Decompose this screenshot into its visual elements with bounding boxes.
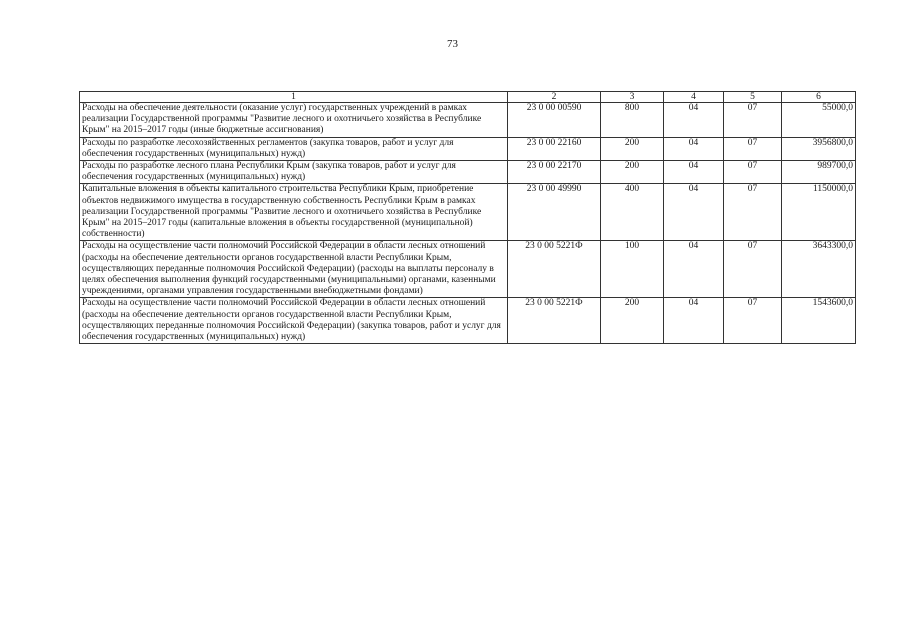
budget-table [79,91,856,344]
row-amount: 3643300,0 [782,241,856,298]
row-code: 23 0 00 5221Ф [508,298,601,344]
row-amount: 989700,0 [782,161,856,184]
row-col4: 04 [664,161,724,184]
row-col4: 04 [664,298,724,344]
row-col5: 07 [724,103,782,138]
table-row [80,241,856,298]
header-col-2: 2 [508,92,601,103]
row-description: Расходы по разработке лесохозяйственных регламентов (закупка товаров, работ и услуг для обеспечения государственных (муниципальных) нужд) [80,137,508,160]
header-col-3: 3 [601,92,664,103]
row-col4: 04 [664,241,724,298]
row-code: 23 0 00 22170 [508,161,601,184]
row-col3: 400 [601,184,664,241]
table-row [80,184,856,241]
row-code: 23 0 00 5221Ф [508,241,601,298]
header-col-4: 4 [664,92,724,103]
row-col5: 07 [724,137,782,160]
row-col4: 04 [664,103,724,138]
row-description: Расходы на осуществление части полномочий Российской Федерации в области лесных отношений (расходы на обеспечение деятельности органов государственной власти Республики Крым, осуществляющих переданные полномочия Российской Федерации) (расходы на выплаты персоналу в целях обеспечения выполнения функций государственными (муниципальными) органами, казенными учреждениями, органами управления государственными внебюджетными фондами) [80,241,508,298]
row-col5: 07 [724,161,782,184]
row-col3: 200 [601,137,664,160]
row-col4: 04 [664,184,724,241]
header-col-1: 1 [80,92,508,103]
row-code: 23 0 00 49990 [508,184,601,241]
row-col3: 800 [601,103,664,138]
table-row [80,298,856,344]
row-description: Капитальные вложения в объекты капитального строительства Республики Крым, приобретение объектов недвижимого имущества в государственную собственность Республики Крым в рамках реализации Государственной программы "Развитие лесного и охотничьего хозяйства в Республике Крым" на 2015–2017 годы (капитальные вложения в объекты государственной (муниципальной) собственности) [80,184,508,241]
header-col-5: 5 [724,92,782,103]
row-col5: 07 [724,298,782,344]
table-header-row [80,92,856,103]
page-number: 73 [447,38,458,50]
row-col5: 07 [724,241,782,298]
row-code: 23 0 00 00590 [508,103,601,138]
row-amount: 3956800,0 [782,137,856,160]
row-description: Расходы по разработке лесного плана Республики Крым (закупка товаров, работ и услуг для обеспечения государственных (муниципальных) нужд) [80,161,508,184]
row-description: Расходы на обеспечение деятельности (оказание услуг) государственных учреждений в рамках реализации Государственной программы "Развитие лесного и охотничьего хозяйства в Республике Крым" на 2015–2017 годы (иные бюджетные ассигнования) [80,103,508,138]
table-row [80,103,856,138]
table-row [80,161,856,184]
row-description: Расходы на осуществление части полномочий Российской Федерации в области лесных отношений (расходы на обеспечение деятельности органов государственной власти Республики Крым, осуществляющих переданные полномочия Российской Федерации) (закупка товаров, работ и услуг для обеспечения государственных (муниципальных) нужд) [80,298,508,344]
row-code: 23 0 00 22160 [508,137,601,160]
row-amount: 1543600,0 [782,298,856,344]
row-amount: 1150000,0 [782,184,856,241]
row-col3: 200 [601,298,664,344]
table-row [80,137,856,160]
row-col4: 04 [664,137,724,160]
header-col-6: 6 [782,92,856,103]
row-amount: 55000,0 [782,103,856,138]
row-col3: 100 [601,241,664,298]
row-col3: 200 [601,161,664,184]
row-col5: 07 [724,184,782,241]
